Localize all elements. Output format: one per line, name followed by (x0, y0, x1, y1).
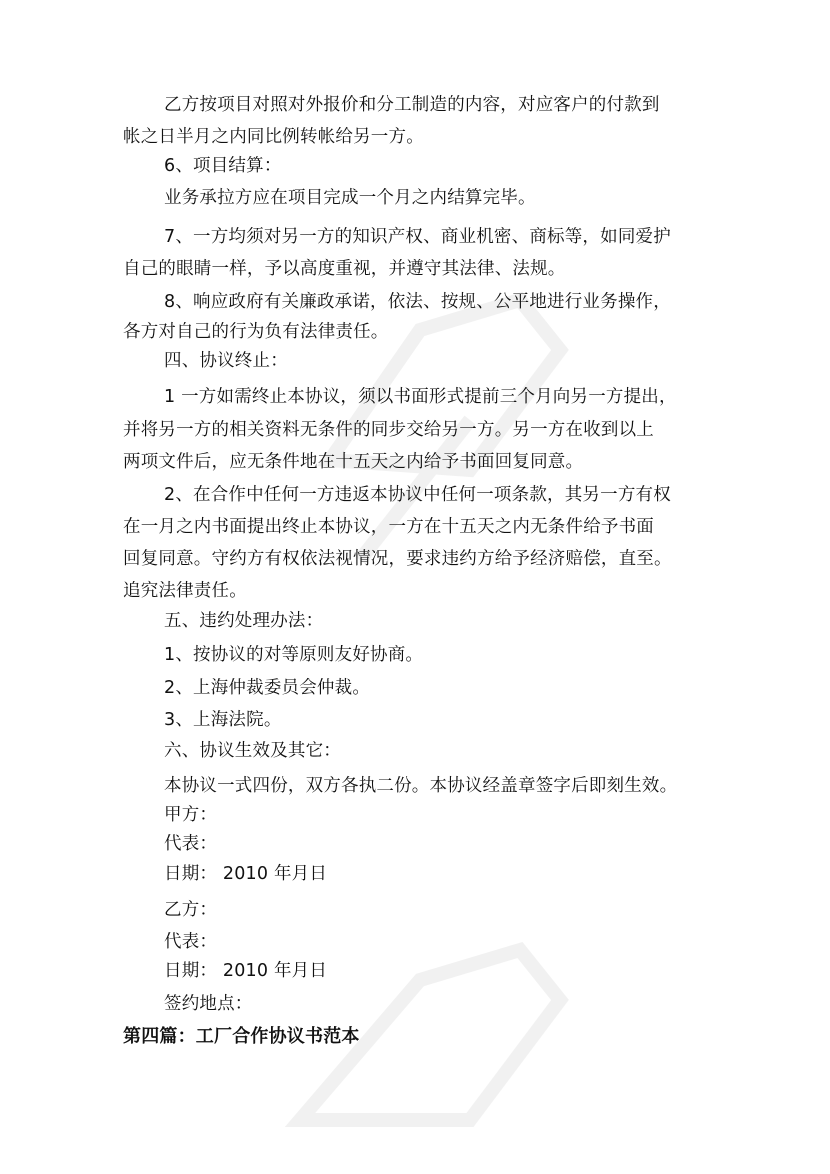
doc-line: 日期： 2010 年月日 (164, 961, 328, 981)
doc-line: 1 一方如需终止本协议，须以书面形式提前三个月向另一方提出， (164, 387, 677, 407)
doc-line: 五、违约处理办法： (164, 611, 324, 631)
doc-line: 6、项目结算： (164, 156, 282, 176)
doc-line: 3、上海法院。 (164, 710, 282, 730)
doc-line: 在一月之内书面提出终止本协议，一方在十五天之内无条件给予书面 (123, 517, 654, 537)
doc-line: 甲方： (164, 805, 218, 825)
doc-line: 代表： (164, 932, 218, 952)
doc-line: 自己的眼睛一样，予以高度重视，并遵守其法律、法规。 (123, 259, 566, 279)
doc-line: 追究法律责任。 (123, 581, 247, 601)
doc-line: 2、上海仲裁委员会仲裁。 (164, 678, 371, 698)
doc-line: 回复同意。守约方有权依法视情况，要求违约方给予经济赔偿，直至。 (123, 549, 672, 569)
section-heading: 第四篇：工厂合作协议书范本 (123, 1026, 360, 1047)
doc-line: 各方对自己的行为负有法律责任。 (123, 322, 389, 342)
doc-line: 并将另一方的相关资料无条件的同步交给另一方。另一方在收到以上 (123, 420, 654, 440)
doc-line: 乙方： (164, 900, 218, 920)
doc-line: 四、协议终止： (164, 351, 288, 371)
doc-line: 两项文件后，应无条件地在十五天之内给予书面回复同意。 (123, 452, 584, 472)
doc-line: 1、按协议的对等原则友好协商。 (164, 645, 424, 665)
doc-line: 乙方按项目对照对外报价和分工制造的内容，对应客户的付款到 (164, 95, 660, 115)
doc-line: 业务承拉方应在项目完成一个月之内结算完毕。 (164, 188, 536, 208)
doc-line: 帐之日半月之内同比例转帐给另一方。 (123, 127, 424, 147)
doc-line: 2、在合作中任何一方违返本协议中任何一项条款，其另一方有权 (164, 485, 671, 505)
doc-line: 签约地点： (164, 994, 253, 1014)
doc-line: 日期： 2010 年月日 (164, 864, 328, 884)
doc-line: 代表： (164, 834, 218, 854)
doc-line: 六、协议生效及其它： (164, 741, 341, 761)
doc-line: 8、响应政府有关廉政承诺，依法、按规、公平地进行业务操作， (164, 292, 671, 312)
doc-line: 7、一方均须对另一方的知识产权、商业机密、商标等，如同爱护 (164, 227, 671, 247)
doc-line: 本协议一式四份，双方各执二份。本协议经盖章签字后即刻生效。 (164, 776, 678, 796)
